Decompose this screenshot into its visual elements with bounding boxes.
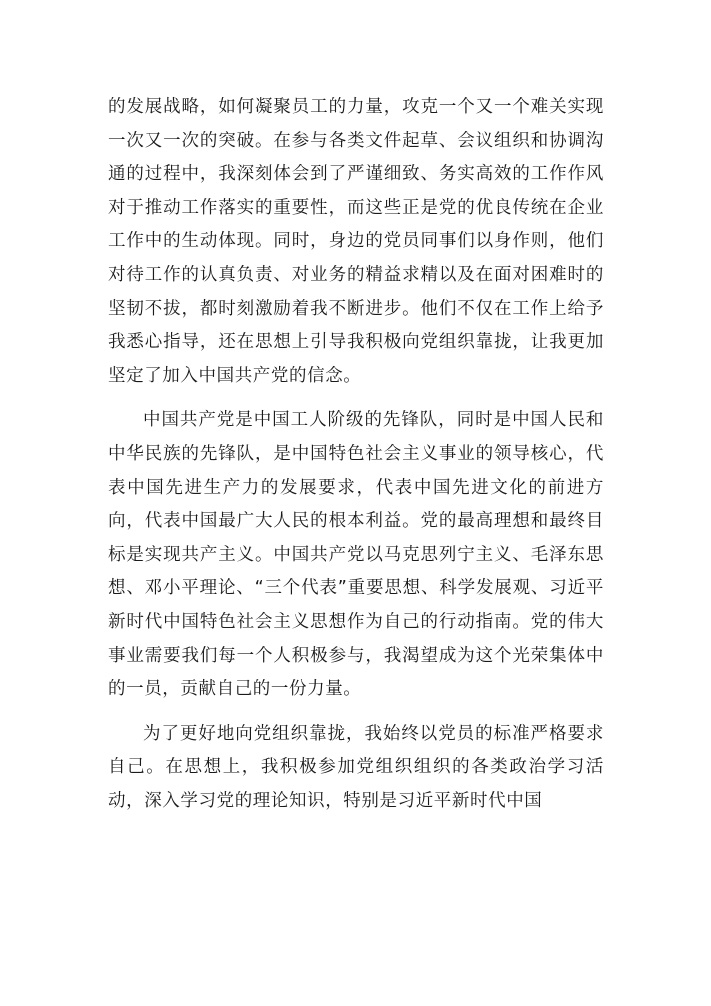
document-body — [108, 91, 604, 829]
paragraph-self-requirement: 为了更好地向党组织靠拢，我始终以党员的标准严格要求自己。在思想上，我积极参加党组织组织的各类政治学习活动，深入学习党的理论知识，特别是习近平新时代中国 — [108, 723, 604, 811]
paragraph-continued: 的发展战略，如何凝聚员工的力量，攻克一个又一个难关实现一次又一次的突破。在参与各类文件起草、会议组织和协调沟通的过程中，我深刻体会到了严谨细致、务实高效的工作作风对于推动工作落实的重要性，而这些正是党的优良传统在企业工作中的生动体现。同时，身边的党员同事们以身作则，他们对待工作的认真负责、对业务的精益求精以及在面对困难时的坚韧不拔，都时刻激励着我不断进步。他们不仅在工作上给予我悉心指导，还在思想上引导我积极向党组织靠拢，让我更加坚定了加入中国共产党的信念。 — [108, 97, 604, 386]
paragraph-party-definition: 中国共产党是中国工人阶级的先锋队，同时是中国人民和中华民族的先锋队，是中国特色社会主义事业的领导核心，代表中国先进生产力的发展要求，代表中国先进文化的前进方向，代表中国最广大人民的根本利益。党的最高理想和最终目标是实现共产主义。中国共产党以马克思列宁主义、毛泽东思想、邓小平理论、“三个代表”重要思想、科学发展观、习近平新时代中国特色社会主义思想作为自己的行动指南。党的伟大事业需要我们每一个人积极参与，我渴望成为这个光荣集体中的一员，贡献自己的一份力量。 — [108, 410, 604, 700]
